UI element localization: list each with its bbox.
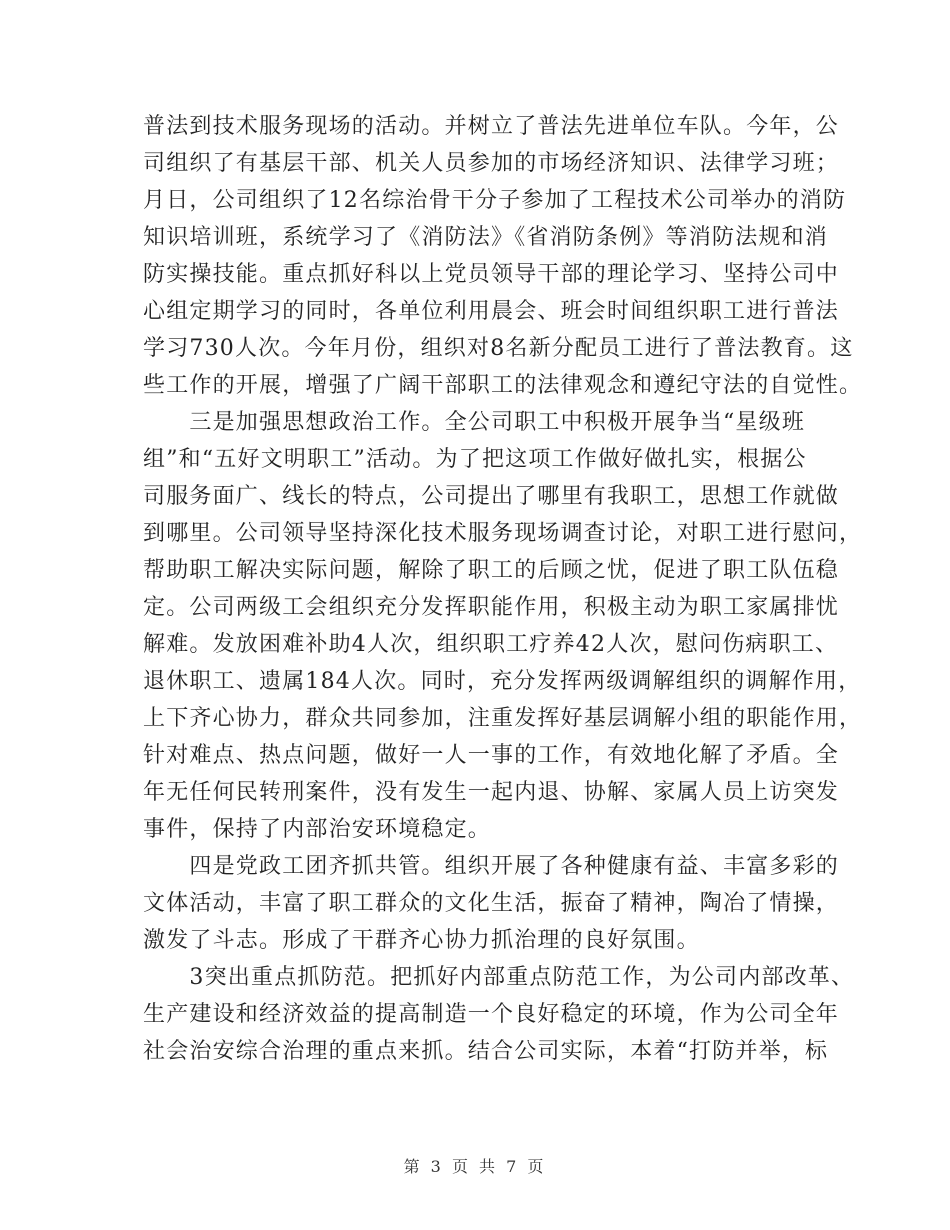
text-line: 生产建设和经济效益的提高制造一个良好稳定的环境，作为公司全年 [143,1002,840,1027]
text-line: 年无任何民转刑案件，没有发生一起内退、协解、家属人员上访突发 [143,780,840,805]
text-line: 知识培训班，系统学习了《消防法》《省消防条例》等消防法规和消 [143,225,829,250]
text-line: 到哪里。公司领导坚持深化技术服务现场调查讨论，对职工进行慰问， [143,521,863,546]
text-line: 学习730人次。今年月份，组织对8名新分配员工进行了普法教育。这 [143,336,854,361]
text-line: 激发了斗志。形成了干群齐心协力抓治理的良好氛围。 [143,928,700,953]
text-line: 月日，公司组织了12名综治骨干分子参加了工程技术公司举办的消防 [143,188,847,213]
text-line: 四是党政工团齐抓共管。组织开展了各种健康有益、丰富多彩的 [143,854,840,879]
text-line: 防实操技能。重点抓好科以上党员领导干部的理论学习、坚持公司中 [143,262,840,287]
text-line: 些工作的开展，增强了广阔干部职工的法律观念和遵纪守法的自觉性。 [143,373,863,398]
text-line: 文体活动，丰富了职工群众的文化生活，振奋了精神，陶冶了情操， [143,891,840,916]
page-number-footer: 第 3 页 共 7 页 [403,1157,547,1176]
body-text [143,108,863,1070]
text-line: 普法到技术服务现场的活动。并树立了普法先进单位车队。今年，公 [143,114,840,139]
text-line: 针对难点、热点问题，做好一人一事的工作，有效地化解了矛盾。全 [143,743,840,768]
text-line: 组”和“五好文明职工”活动。为了把这项工作做好做扎实，根据公 [143,447,807,472]
text-line: 解难。发放困难补助4人次，组织职工疗养42人次，慰问伤病职工、 [143,632,839,657]
text-line: 社会治安综合治理的重点来抓。结合公司实际，本着“打防并举，标 [143,1039,829,1064]
text-line: 3突出重点抓防范。把抓好内部重点防范工作，为公司内部改革、 [143,965,855,990]
text-line: 定。公司两级工会组织充分发挥职能作用，积极主动为职工家属排忧 [143,595,840,620]
text-line: 司服务面广、线长的特点，公司提出了哪里有我职工，思想工作就做 [143,484,840,509]
text-line: 上下齐心协力，群众共同参加，注重发挥好基层调解小组的职能作用， [143,706,863,731]
text-line: 三是加强思想政治工作。全公司职工中积极开展争当“星级班 [143,410,806,435]
text-line: 心组定期学习的同时，各单位利用晨会、班会时间组织职工进行普法 [143,299,840,324]
text-line: 退休职工、遗属184人次。同时，充分发挥两级调解组织的调解作用， [143,669,862,694]
text-line: 帮助职工解决实际问题，解除了职工的后顾之忧，促进了职工队伍稳 [143,558,840,583]
text-line: 司组织了有基层干部、机关人员参加的市场经济知识、法律学习班； [143,151,840,176]
text-line: 事件，保持了内部治安环境稳定。 [143,817,492,842]
